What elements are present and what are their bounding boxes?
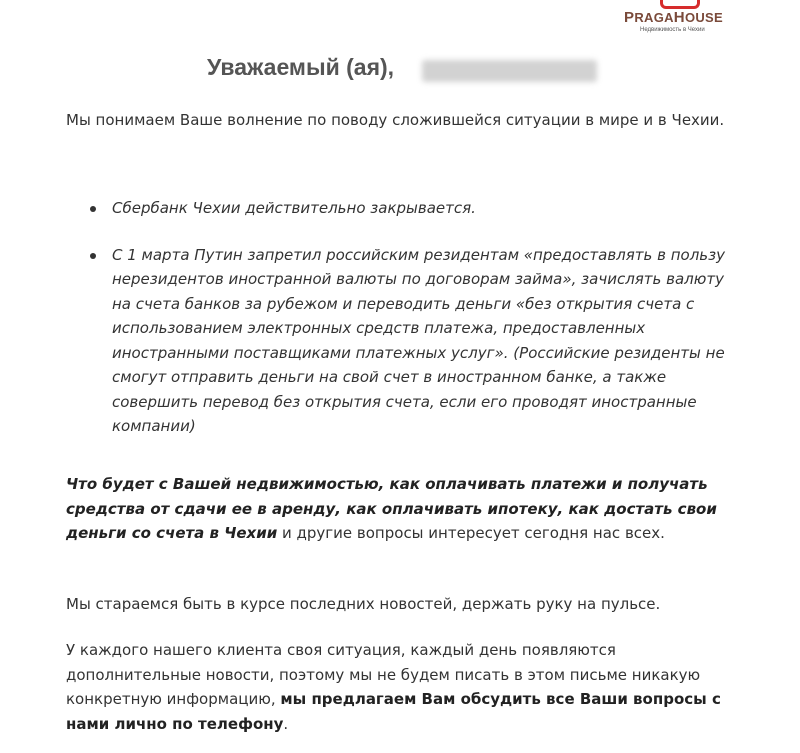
closing-emphasis: мы предлагаем Вам обсудить все Ваши вопросы с нами лично по телефону [66, 690, 721, 733]
bullet-dot-icon [90, 206, 96, 212]
logo-tagline: Недвижимость в Чехии [640, 27, 705, 33]
logo-name: PRAGAHOUSE [624, 9, 723, 26]
closing-paragraph [66, 638, 746, 736]
bullet-text: Сбербанк Чехии действительно закрывается. [112, 199, 476, 217]
logo-mark-icon [660, 0, 700, 9]
bullet-text: С 1 марта Путин запретил российским резидентам «предоставлять в пользу нерезидентов иностранной валюты по договорам займа», зачислять валюту на счета банков за рубежом и переводить деньги «без открытия счета с использованием электронных средств платежа, предоставленных иностранными поставщиками платежных услуг». (Российские резиденты не смогут отправить деньги на свой счет в иностранном банке, а также совершить перевод без открытия счета, если его проводят иностранные компании) [112, 245, 726, 435]
questions-paragraph [66, 472, 746, 546]
questions-rest: и другие вопросы интересует сегодня нас всех. [277, 524, 665, 542]
redacted-recipient-name [422, 60, 597, 82]
news-paragraph: Мы стараемся быть в курсе последних новостей, держать руку на пульсе. [66, 595, 661, 613]
company-logo [620, 0, 740, 40]
closing-end: . [283, 714, 289, 733]
list-item [66, 243, 746, 439]
list-item [66, 196, 746, 221]
questions-emphasis: Что будет с Вашей недвижимостью, как оплачивать платежи и получать средства от сдачи ее в аренду, как оплачивать ипотеку, как достать свои деньги со счета в Чехии [66, 475, 717, 542]
bullet-dot-icon [90, 253, 96, 259]
bullet-list [66, 196, 746, 439]
closing-text: У каждого нашего клиента своя ситуация, каждый день появляются дополнительные новости, поэтому мы не будем писать в этом письме никакую конкретную информацию, [66, 641, 701, 708]
greeting-heading: Уважаемый (ая), [207, 54, 395, 80]
intro-paragraph: Мы понимаем Ваше волнение по поводу сложившейся ситуации в мире и в Чехии. [66, 111, 725, 129]
